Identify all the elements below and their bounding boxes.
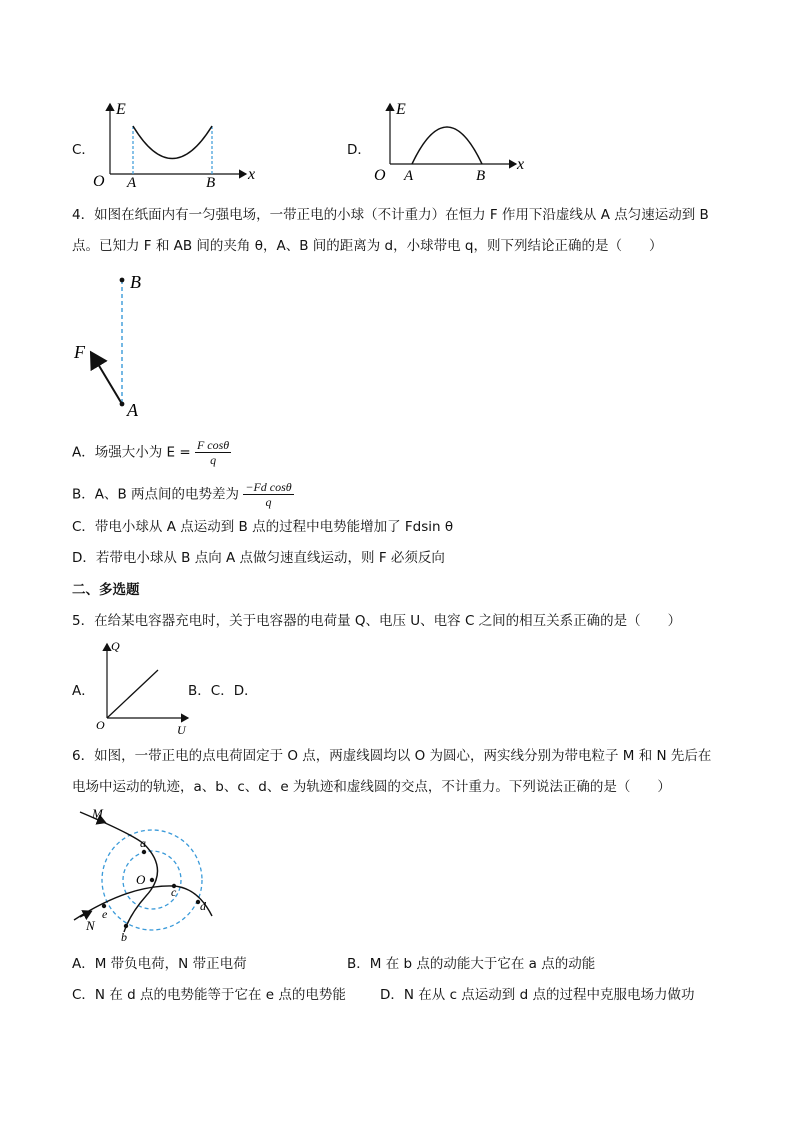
q5-label-u: U: [177, 723, 186, 737]
d-label-x: x: [517, 156, 525, 173]
c-label-a: A: [127, 175, 137, 188]
q4-option-a: [72, 438, 231, 467]
q5-stem: 5．在给某电容器充电时，关于电容器的电荷量 Q、电压 U、电容 C 之间的相互关系正确的是（ ）: [72, 613, 682, 629]
q4-option-a-num: F cosθ: [196, 438, 230, 452]
q3-option-d-graph: [370, 96, 530, 188]
q6-option-b: B．M 在 b 点的动能大于它在 a 点的动能: [347, 956, 596, 972]
q6-stem-line2: 电场中运动的轨迹，a、b、c、d、e 为轨迹和虚线圆的交点，不计重力。下列说法正确的是（ ）: [72, 779, 671, 795]
q6-trajectory-m: [80, 812, 158, 932]
q6-option-a: A．M 带负电荷，N 带正电荷: [72, 956, 247, 972]
q4-stem-line2: 点。已知力 F 和 AB 间的夹角 θ，A、B 间的距离为 d，小球带电 q，则下列结论正确的是（ ）: [72, 238, 663, 254]
q6-label-c: c: [171, 885, 177, 899]
q4-stem-line1: 4．如图在纸面内有一匀强电场，一带正电的小球（不计重力）在恒力 F 作用下沿虚线从 A 点匀速运动到 B: [72, 207, 709, 223]
q4-option-a-text: A．场强大小为 E =: [72, 444, 191, 461]
q6-point-o: [150, 878, 154, 882]
q5-options-rest: B．C．D．: [188, 683, 258, 699]
d-label-o: O: [374, 167, 386, 184]
q4-option-c: C．带电小球从 A 点运动到 B 点的过程中电势能增加了 Fdsin θ: [72, 519, 454, 535]
q5-label-o: O: [96, 718, 105, 732]
q6-label-a: a: [140, 836, 146, 850]
c-curve: [133, 126, 212, 159]
q4-option-b-num: −Fd cosθ: [245, 480, 292, 494]
c-label-o: O: [93, 173, 105, 188]
q4-figure: [70, 266, 160, 422]
q4-option-b-fraction: [243, 480, 293, 509]
q4-option-b-den: q: [265, 495, 272, 509]
q6-label-e: e: [102, 907, 108, 921]
q3-option-c-label: C．: [72, 142, 95, 158]
q5-line: [107, 670, 158, 718]
q4-option-b-text: B．A、B 两点间的电势差为: [72, 486, 240, 503]
q5-option-a-graph: [92, 636, 196, 738]
q4-label-b: B: [130, 272, 141, 292]
q6-point-b: [124, 924, 128, 928]
d-curve: [412, 127, 482, 164]
q6-figure: [70, 804, 220, 946]
q6-label-d: d: [200, 899, 206, 913]
q6-stem-line1: 6．如图，一带正电的点电荷固定于 O 点，两虚线圆均以 O 为圆心，两实线分别为带电粒子 M 和 N 先后在: [72, 748, 712, 764]
q4-option-a-den: q: [210, 453, 217, 467]
q6-label-o: O: [136, 872, 146, 887]
q3-option-c-graph: [88, 96, 268, 188]
q6-point-n: [86, 911, 90, 915]
q4-option-d: D．若带电小球从 B 点向 A 点做匀速直线运动，则 F 必须反向: [72, 550, 445, 566]
q6-option-d: D．N 在从 c 点运动到 d 点的过程中克服电场力做功: [380, 987, 695, 1003]
q5-option-a-label: A．: [72, 683, 95, 699]
d-label-a: A: [404, 168, 414, 184]
d-label-e: E: [396, 101, 406, 118]
q4-label-a: A: [127, 400, 138, 420]
q6-label-m: M: [92, 806, 103, 821]
c-label-x: x: [248, 166, 256, 183]
q6-point-a: [142, 850, 146, 854]
c-label-b: B: [206, 175, 216, 188]
d-label-b: B: [476, 168, 486, 184]
c-label-e: E: [116, 101, 126, 118]
section-title-multi-choice: 二、多选题: [72, 582, 140, 598]
q6-label-b: b: [121, 930, 127, 944]
q6-trajectory-n: [74, 886, 212, 920]
q6-option-c: C．N 在 d 点的电势能等于它在 e 点的电势能: [72, 987, 346, 1003]
q4-force-arrow: [92, 354, 122, 404]
q4-option-b: [72, 480, 294, 509]
q4-label-f: F: [74, 342, 85, 362]
q6-label-n: N: [86, 918, 95, 933]
q4-option-a-fraction: [195, 438, 231, 467]
q5-label-q: Q: [111, 639, 120, 653]
q4-point-b: [120, 278, 125, 283]
q3-option-d-label: D．: [347, 142, 371, 158]
